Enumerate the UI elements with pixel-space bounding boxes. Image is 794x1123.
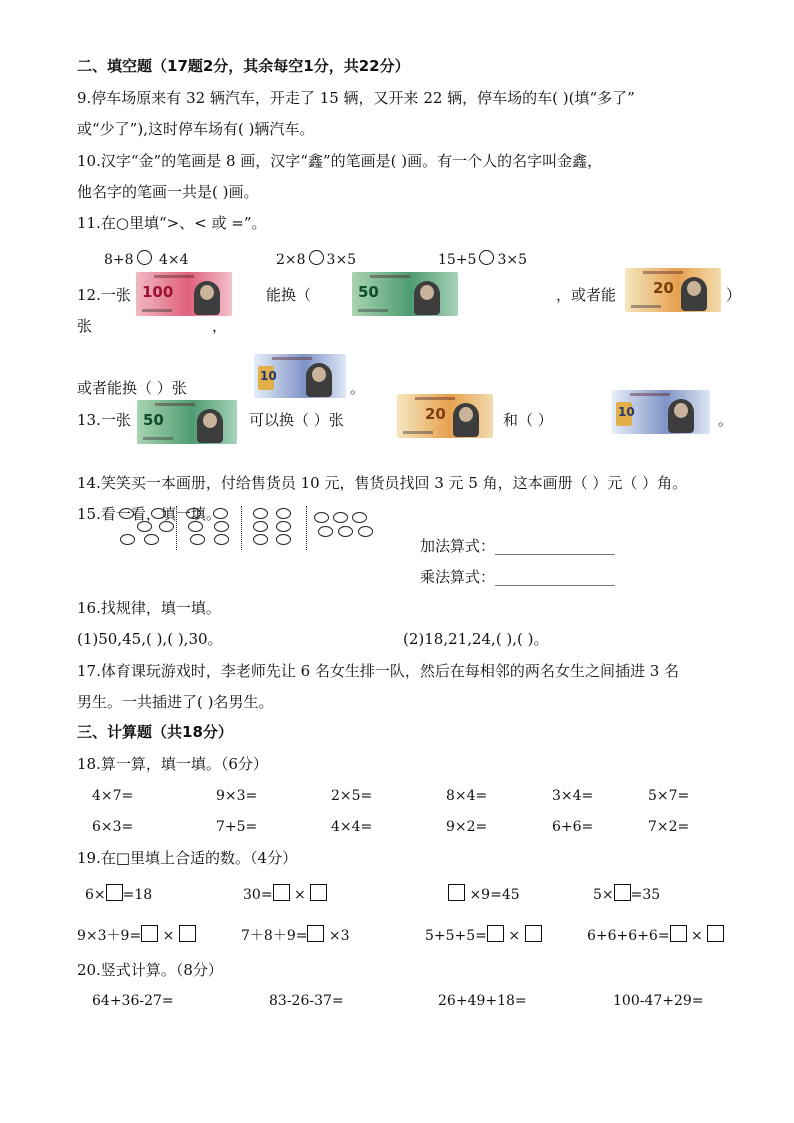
q19-term: 9×3＋9=	[77, 928, 142, 944]
q11-item-3	[438, 250, 527, 270]
q11-item-1-left: 8+8	[104, 252, 134, 268]
q19-term: 7＋8＋9=	[241, 928, 308, 944]
section-calc-heading: 三、计算题（共18分）	[77, 723, 233, 741]
q19-term: 6+6+6+6=	[587, 928, 670, 944]
q19-term: ×3	[328, 928, 350, 944]
q20-item: 64+36-27=	[92, 993, 174, 1009]
answer-box[interactable]	[310, 884, 327, 901]
q20-item: 26+49+18=	[438, 993, 527, 1009]
banknote-20-value: 20	[425, 405, 446, 423]
answer-box[interactable]	[448, 884, 465, 901]
q18-item: 4×7=	[92, 788, 134, 804]
q13-p3: 和（ ）	[503, 411, 553, 429]
q19-term: =35	[630, 887, 661, 903]
q11-item-2-right: 3×5	[326, 252, 357, 268]
q15-addition-line[interactable]: 加法算式：________________	[420, 537, 616, 555]
q18-prompt: 18.算一算，填一填。（6分）	[77, 755, 268, 773]
q18-item: 4×4=	[331, 819, 373, 835]
q16-sequence-2: (2)18,21,24,( ),( )。	[403, 630, 549, 648]
answer-box[interactable]	[141, 925, 158, 942]
q20-item: 100-47+29=	[613, 993, 704, 1009]
q19-term: 5×	[593, 887, 614, 903]
q19-term: ×	[294, 887, 306, 903]
q9-line1: 9.停车场原来有 32 辆汽车，开走了 15 辆，又开来 22 辆，停车场的车( )(填“多了”	[77, 89, 635, 107]
q15-prompt: 15.看一看，填一填。	[77, 505, 221, 523]
banknote-50-value: 50	[143, 411, 164, 429]
q18-item: 7+5=	[216, 819, 258, 835]
q12-line3b: 。	[350, 379, 366, 397]
q18-item: 5×7=	[648, 788, 690, 804]
q20-prompt: 20.竖式计算。（8分）	[77, 961, 223, 979]
q19-item	[241, 925, 350, 946]
q19-term: ×	[162, 928, 175, 944]
q12-p4: ）	[726, 286, 742, 304]
banknote-10-value: 10	[260, 369, 277, 383]
banknote-10-image	[254, 354, 346, 398]
q10-line2: 他名字的笔画一共是( )画。	[77, 183, 259, 201]
q11-prompt: 11.在○里填“>、< 或 =”。	[77, 214, 267, 232]
q12-p5: 张	[77, 317, 93, 335]
q18-item: 3×4=	[552, 788, 594, 804]
q18-item: 9×3=	[216, 788, 258, 804]
q18-item: 6×3=	[92, 819, 134, 835]
compare-circle[interactable]	[137, 250, 152, 265]
q19-item	[77, 925, 196, 946]
q19-term: ×	[691, 928, 703, 944]
answer-box[interactable]	[307, 925, 324, 942]
q11-item-1-right: 4×4	[159, 252, 189, 268]
q18-item: 2×5=	[331, 788, 373, 804]
banknote-10-value: 10	[618, 405, 635, 419]
q18-item: 6+6=	[552, 819, 594, 835]
q16-prompt: 16.找规律，填一填。	[77, 599, 221, 617]
q19-prompt: 19.在□里填上合适的数。（4分）	[77, 849, 298, 867]
q16-sequence-1: (1)50,45,( ),( ),30。	[77, 630, 223, 648]
q12-p1: 12.一张	[77, 286, 131, 304]
banknote-100-image	[136, 272, 232, 316]
answer-box[interactable]	[487, 925, 504, 942]
q9-line2: 或“少了”),这时停车场有( )辆汽车。	[77, 120, 315, 138]
q19-item	[448, 884, 520, 905]
q18-item: 9×2=	[446, 819, 488, 835]
q12-p3: ，或者能	[556, 286, 617, 304]
q19-term: ×9=45	[469, 887, 520, 903]
q10-line1: 10.汉字“金”的笔画是 8 画，汉字“鑫”的笔画是( )画。有一个人的名字叫金鑫，	[77, 152, 603, 170]
q19-term: =18	[122, 887, 153, 903]
answer-box[interactable]	[273, 884, 290, 901]
banknote-50-image	[352, 272, 458, 316]
q11-item-3-right: 3×5	[497, 252, 527, 268]
q11-item-3-left: 15+5	[438, 252, 477, 268]
q19-item	[593, 884, 660, 905]
banknote-100-value: 100	[142, 283, 174, 301]
answer-box[interactable]	[106, 884, 123, 901]
answer-box[interactable]	[179, 925, 196, 942]
banknote-50-value: 50	[358, 283, 379, 301]
q17-line2: 男生。一共插进了( )名男生。	[77, 693, 274, 711]
q11-item-2-left: 2×8	[276, 252, 306, 268]
q19-item	[587, 925, 724, 946]
q19-term: ×	[508, 928, 521, 944]
q19-term: 30=	[243, 887, 273, 903]
q12-p6: ，	[212, 317, 228, 335]
q13-p2: 可以换（ ）张	[249, 411, 344, 429]
q19-item	[85, 884, 152, 905]
q13-p4: 。	[718, 411, 734, 429]
q19-term: 5+5+5=	[425, 928, 487, 944]
answer-box[interactable]	[670, 925, 687, 942]
q17-line1: 17.体育课玩游戏时，李老师先让 6 名女生排一队，然后在每相邻的两名女生之间插进 3 名	[77, 662, 680, 680]
q18-item: 8×4=	[446, 788, 488, 804]
banknote-10-image	[612, 390, 710, 434]
q12-line3a: 或者能换（ ）张	[77, 379, 187, 397]
q13-p1: 13.一张	[77, 411, 131, 429]
answer-box[interactable]	[525, 925, 542, 942]
q19-term: 6×	[85, 887, 106, 903]
q20-item: 83-26-37=	[269, 993, 344, 1009]
q15-multiplication-line[interactable]: 乘法算式：________________	[420, 568, 616, 586]
banknote-20-image	[625, 268, 721, 312]
section-fill-heading: 二、填空题（17题2分，其余每空1分，共22分）	[77, 57, 410, 75]
q11-item-1	[104, 250, 189, 270]
banknote-20-value: 20	[653, 279, 674, 297]
q14-text: 14.笑笑买一本画册，付给售货员 10 元，售货员找回 3 元 5 角，这本画册（ ）元（ ）角。	[77, 474, 688, 492]
q12-p2: 能换（	[266, 286, 312, 304]
q11-item-2	[276, 250, 356, 270]
answer-box[interactable]	[614, 884, 631, 901]
compare-circle[interactable]	[479, 250, 494, 265]
banknote-20-image	[397, 394, 493, 438]
compare-circle[interactable]	[309, 250, 324, 265]
q19-item	[243, 884, 327, 905]
q19-item	[425, 925, 542, 946]
answer-box[interactable]	[707, 925, 724, 942]
banknote-50-image	[137, 400, 237, 444]
q18-item: 7×2=	[648, 819, 690, 835]
